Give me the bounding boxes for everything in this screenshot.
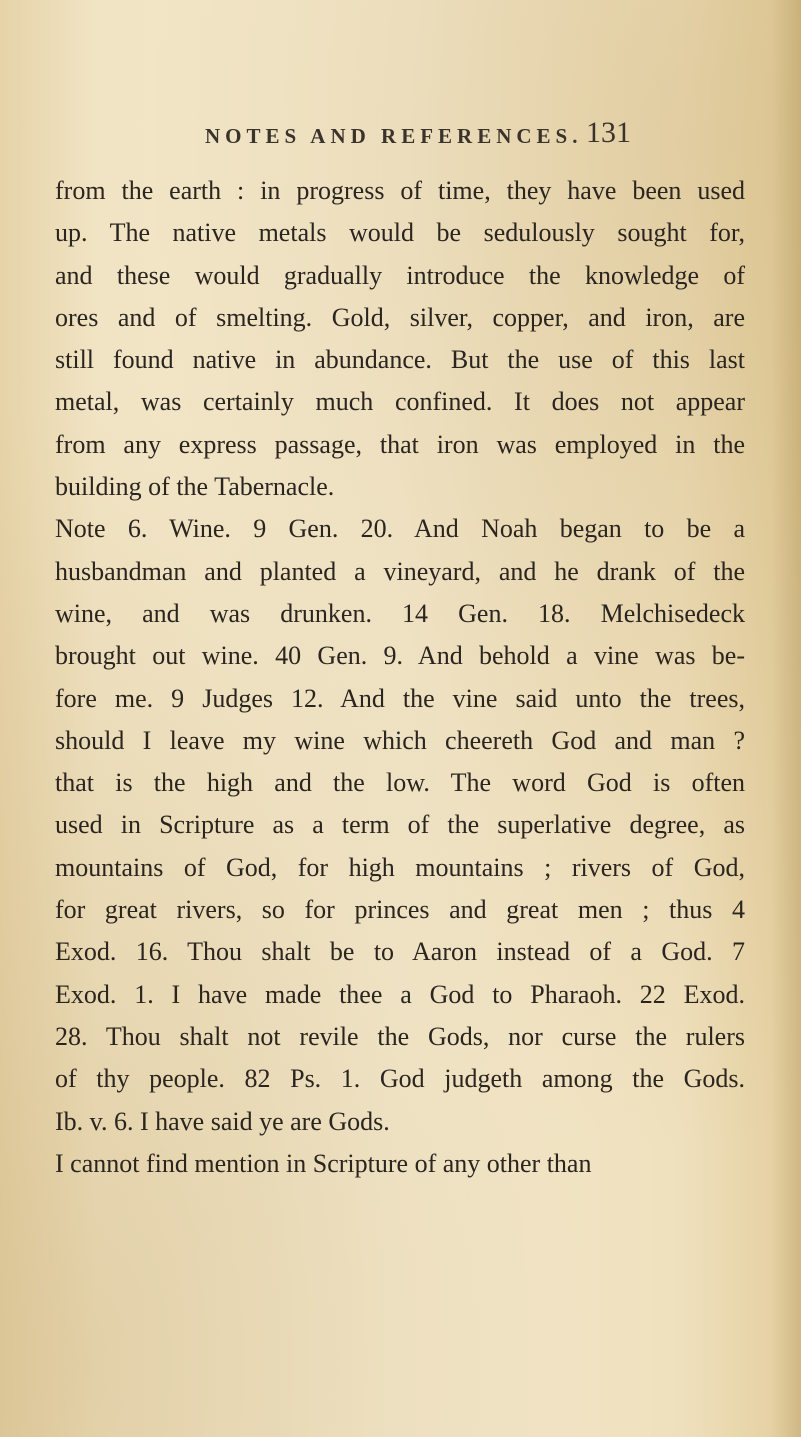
text-line: should I leave my wine which cheereth God and man ? <box>55 725 745 755</box>
text-line: wine, and was drunken. 14 Gen. 18. Melchisedeck <box>55 598 745 628</box>
text-line: Exod. 16. Thou shalt be to Aaron instead of a God. 7 <box>55 937 745 967</box>
text-line: husbandman and planted a vineyard, and he drank of the <box>55 556 745 586</box>
text-line: from any express passage, that iron was employed in the <box>55 429 745 459</box>
text-line: building of the Tabernacle. <box>55 472 335 502</box>
text-line: fore me. 9 Judges 12. And the vine said unto the trees, <box>55 683 745 713</box>
text-line: that is the high and the low. The word God is often <box>55 768 745 798</box>
page-header <box>0 112 801 152</box>
text-line: of thy people. 82 Ps. 1. God judgeth among the Gods. <box>55 1064 745 1094</box>
text-line: mountains of God, for high mountains ; rivers of God, <box>55 852 745 882</box>
body-text <box>55 170 745 1185</box>
text-line: for great rivers, so for princes and great men ; thus 4 <box>55 895 745 925</box>
text-line: Ib. v. 6. I have said ye are Gods. <box>55 1106 390 1136</box>
text-line: metal, was certainly much confined. It does not appear <box>55 387 745 417</box>
page-number: 131 <box>586 116 631 149</box>
text-line: still found native in abundance. But the use of this last <box>55 345 745 375</box>
text-line: I cannot find mention in Scripture of any other than <box>55 1148 592 1178</box>
text-line: brought out wine. 40 Gen. 9. And behold a vine was be- <box>55 641 745 671</box>
text-line: ores and of smelting. Gold, silver, copper, and iron, are <box>55 302 745 332</box>
text-line: up. The native metals would be sedulously sought for, <box>55 218 745 248</box>
text-line: from the earth : in progress of time, they have been used <box>55 176 745 205</box>
page-edge-shadow <box>771 0 801 1437</box>
text-line: Exod. 1. I have made thee a God to Pharaoh. 22 Exod. <box>55 979 745 1009</box>
text-line: Note 6. Wine. 9 Gen. 20. And Noah began to be a <box>55 514 745 544</box>
text-line: and these would gradually introduce the knowledge of <box>55 260 745 290</box>
text-line: 28. Thou shalt not revile the Gods, nor curse the rulers <box>55 1021 745 1051</box>
text-line: used in Scripture as a term of the superlative degree, as <box>55 810 745 840</box>
running-head: NOTES AND REFERENCES. <box>205 124 583 148</box>
